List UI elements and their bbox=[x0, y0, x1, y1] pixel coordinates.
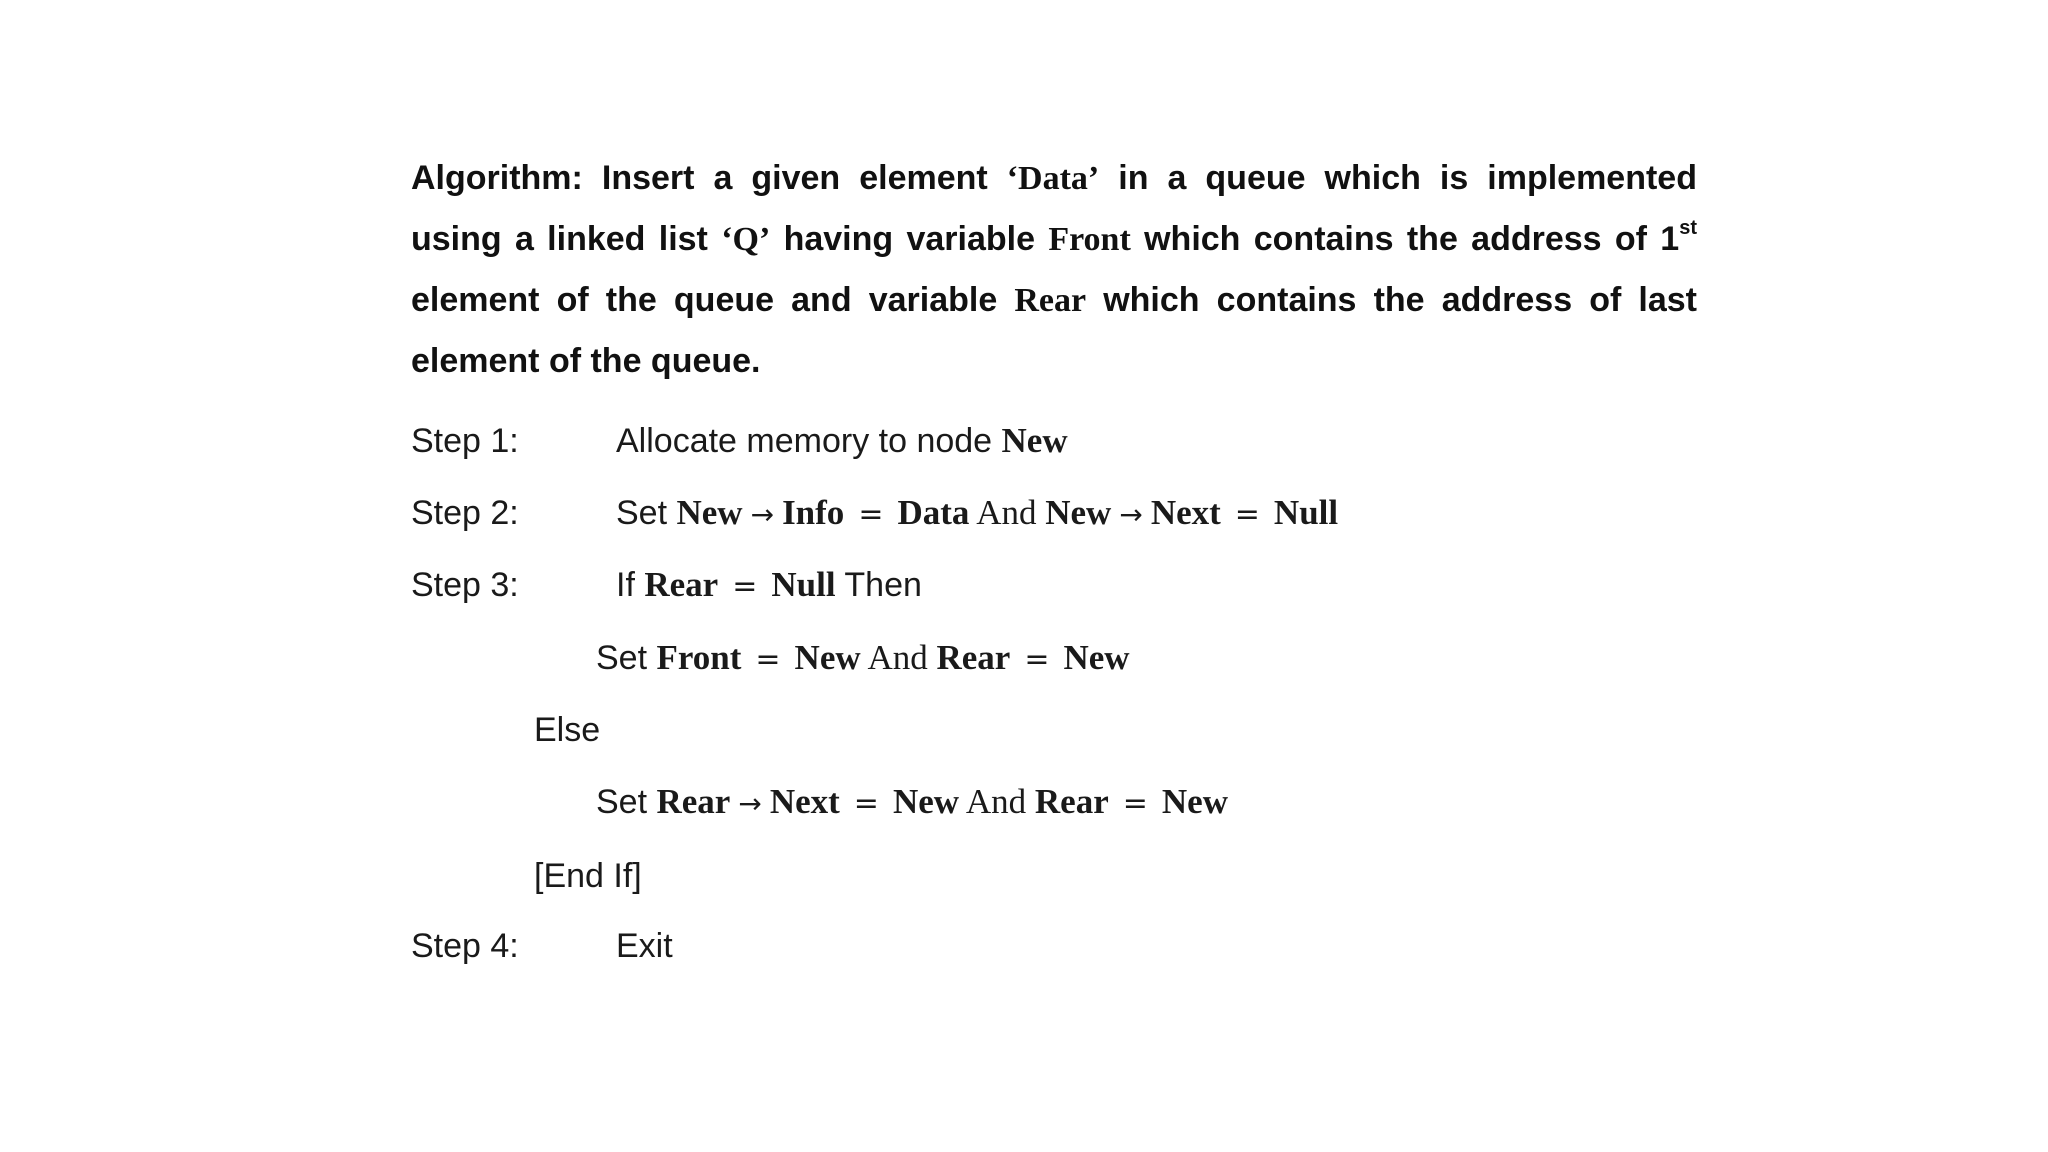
ordinal-superscript: st bbox=[1679, 217, 1697, 239]
heading-line-2: using a linked list ‘Q’ having variable Front which contains the address of 1st bbox=[411, 217, 1697, 258]
algorithm-heading bbox=[411, 148, 1697, 392]
step-4-body: Exit bbox=[616, 927, 673, 965]
step-3-then-branch: Set Front = New And Rear = New bbox=[596, 638, 1130, 677]
node-new: New bbox=[1001, 421, 1068, 460]
step-1-body: Allocate memory to node New bbox=[616, 421, 1068, 460]
step-3-label: Step 3: bbox=[411, 566, 519, 604]
step-3-condition: If Rear = Null Then bbox=[616, 565, 922, 604]
step-3-end-if: [End If] bbox=[534, 857, 642, 895]
arrow-symbol: → bbox=[750, 498, 775, 531]
step-3-else: Else bbox=[534, 711, 601, 749]
step-4-label: Step 4: bbox=[411, 927, 519, 965]
data-variable: ‘Data’ bbox=[1006, 160, 1100, 197]
heading-line-4: element of the queue. bbox=[411, 342, 761, 380]
front-variable: Front bbox=[1048, 221, 1131, 258]
heading-line-1: Algorithm: Insert a given element ‘Data’ in a queue which is implemented bbox=[411, 159, 1697, 197]
step-1-label: Step 1: bbox=[411, 422, 519, 460]
heading-line-3: element of the queue and variable Rear which contains the address of last bbox=[411, 281, 1697, 319]
step-2-label: Step 2: bbox=[411, 494, 519, 532]
step-3-else-branch: Set Rear → Next = New And Rear = New bbox=[596, 782, 1228, 821]
step-2-body: Set New → Info = Data And New → Next = Null bbox=[616, 493, 1338, 535]
rear-variable: Rear bbox=[1014, 282, 1087, 319]
q-variable: ‘Q’ bbox=[721, 221, 771, 258]
